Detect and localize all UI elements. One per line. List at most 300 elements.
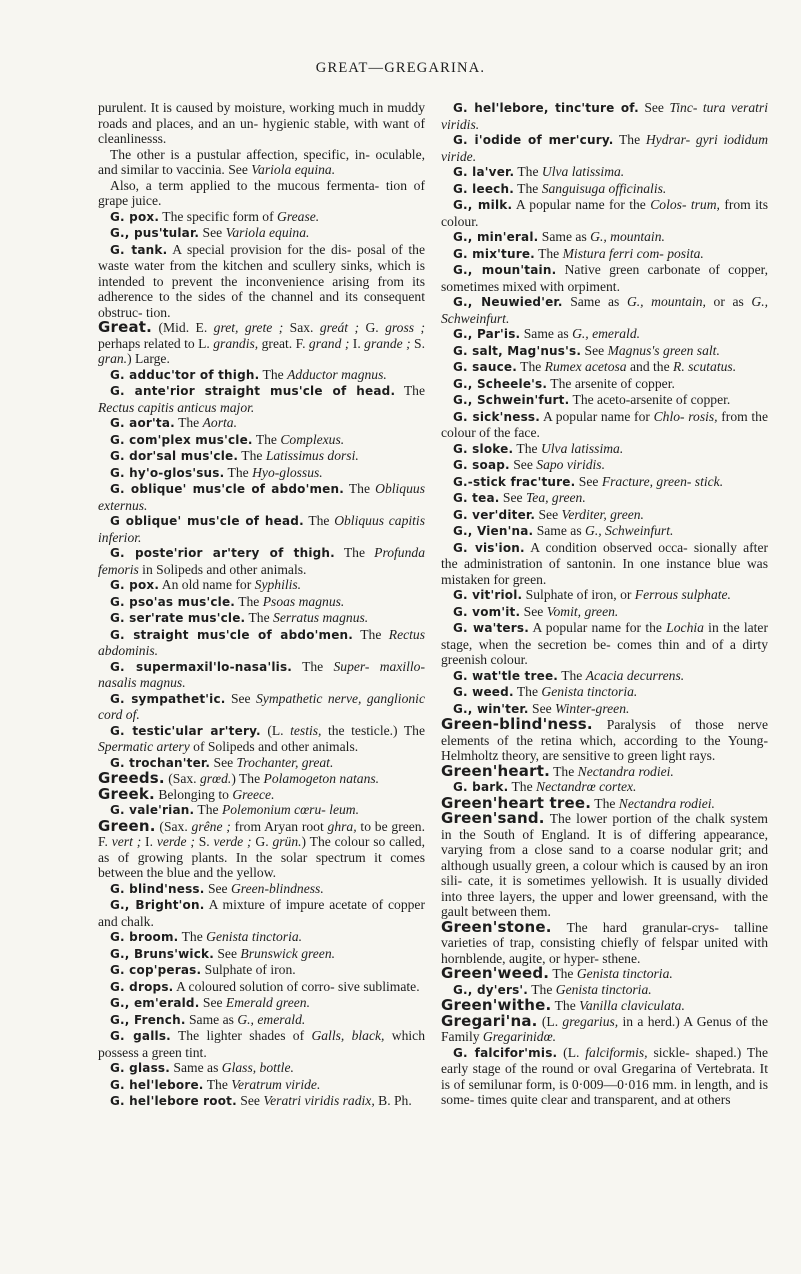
italic-text: Brunswick green. bbox=[240, 945, 336, 961]
entry-text: The bbox=[513, 440, 541, 456]
dictionary-entry bbox=[98, 448, 425, 465]
entry-text: ) The bbox=[231, 771, 264, 786]
entry-text: Same as bbox=[562, 294, 627, 309]
italic-text: Trochanter, great. bbox=[236, 754, 334, 770]
sub-headword: G. vis'ion. bbox=[453, 540, 525, 555]
entry-text: Same as bbox=[170, 1060, 222, 1075]
entry-text: The bbox=[259, 366, 288, 382]
dictionary-entry bbox=[98, 610, 425, 627]
entry-text: or as bbox=[705, 294, 752, 309]
sub-headword: G. pox. bbox=[110, 209, 160, 224]
dictionary-entry bbox=[98, 594, 425, 611]
entry-text: in Solipeds and other animals. bbox=[138, 561, 307, 577]
entry-text: The bbox=[528, 981, 556, 997]
entry-text: The lower portion of the chalk system in the South of England. It is of differing appearance, varying from a close sand to a coarse nodular grit; and although usually green, a colour which is caused by an iron sili- cate, it is sometimes yellowish. It is usually divided into three layers, the upper and lower greensand, with the gault between them. bbox=[441, 811, 768, 919]
italic-text: grand ; bbox=[308, 335, 350, 351]
entry-text: See bbox=[575, 473, 602, 489]
dictionary-entry bbox=[441, 717, 768, 764]
entry-text: (L. bbox=[537, 1013, 563, 1029]
sub-headword: G. vale'rian. bbox=[110, 803, 195, 817]
italic-text: Aorta. bbox=[202, 415, 237, 430]
entry-text: The bbox=[534, 245, 563, 261]
entry-text: (Sax. bbox=[164, 771, 200, 786]
italic-text: verde ; bbox=[213, 834, 252, 849]
italic-text: gregarius, bbox=[562, 1013, 619, 1029]
entry-text: purulent. It is caused by moisture, working much in muddy roads and places, and an un- hygienic stable, with want of cleanlinesss. bbox=[98, 100, 425, 146]
sub-headword: G. hel'lebore, tinc'ture of. bbox=[453, 101, 639, 115]
headword: Green. bbox=[98, 816, 156, 835]
entry-text: See bbox=[638, 100, 670, 115]
headword: Green'weed. bbox=[441, 964, 550, 982]
entry-text: Belonging to bbox=[154, 786, 233, 802]
dictionary-entry bbox=[98, 816, 426, 881]
italic-text: Sanguisuga officinalis. bbox=[541, 180, 667, 196]
entry-text: The bbox=[558, 667, 586, 683]
entry-text: Native green carbonate of copper, sometimes mixed with orpiment. bbox=[441, 262, 768, 294]
dictionary-entry bbox=[441, 343, 768, 360]
dictionary-entry bbox=[98, 367, 425, 384]
entry-text: ) The colour so called, as of growing plants. In the solar spectrum it comes between the blue and the yellow. bbox=[98, 834, 425, 880]
italic-text: G., Schweinfurt. bbox=[585, 523, 674, 538]
italic-text: gret, grete ; bbox=[213, 320, 284, 335]
italic-text: grêne ; bbox=[191, 818, 231, 834]
headword: Green'heart. bbox=[441, 761, 550, 780]
entry-text: The hard granular-crys- talline varieties of trap, consisting chiefly of felspar united with hornblende, augite, or hyper- sthene. bbox=[441, 919, 768, 966]
sub-headword: G. pso'as mus'cle. bbox=[110, 594, 236, 609]
dictionary-entry bbox=[441, 474, 768, 491]
entry-text: See bbox=[236, 1093, 264, 1108]
dictionary-entry bbox=[441, 540, 768, 588]
dictionary-entry bbox=[98, 962, 425, 979]
entry-text: B. Ph. bbox=[374, 1093, 412, 1108]
sub-headword: G., Bruns'wick. bbox=[110, 946, 214, 961]
entry-text: See bbox=[499, 490, 526, 505]
entry-text: perhaps related to L. bbox=[98, 335, 214, 351]
dictionary-entry bbox=[98, 979, 425, 996]
italic-text: Lochia bbox=[666, 620, 704, 635]
entry-text: A special provision for the dis- posal of the waste water from the kitchen and scullery sinks, which is intended to prevent the inconvenience arising from its adherence to the sides of the channel and its consequent obstruc- tion. bbox=[98, 241, 425, 320]
headword: Greek. bbox=[98, 784, 155, 803]
entry-text: A condition observed occa- sionally after the administration of santonin. In one instance blue was mistaken for green. bbox=[441, 539, 769, 587]
italic-text: Vanilla claviculata. bbox=[579, 998, 685, 1013]
entry-text: (Sax. bbox=[155, 818, 192, 834]
dictionary-entry bbox=[98, 481, 425, 513]
entry-text: The bbox=[613, 132, 646, 147]
italic-text: Variola equina. bbox=[251, 162, 336, 177]
sub-headword: G. galls. bbox=[110, 1029, 171, 1043]
sub-headword: G oblique' mus'cle of head. bbox=[110, 514, 304, 528]
sub-headword: G. mix'ture. bbox=[453, 246, 535, 261]
dictionary-entry bbox=[98, 432, 425, 449]
entry-text: The bbox=[334, 545, 375, 560]
sub-headword: G., win'ter. bbox=[453, 701, 529, 716]
headword: Green'stone. bbox=[441, 917, 552, 936]
italic-text: Complexus. bbox=[280, 431, 345, 447]
sub-headword: G. oblique' mus'cle of abdo'men. bbox=[110, 482, 345, 496]
italic-text: Magnus's green salt. bbox=[607, 342, 720, 358]
entry-text: Sulphate of iron. bbox=[201, 962, 296, 977]
italic-text: Latissimus dorsi. bbox=[265, 448, 359, 463]
sub-headword: G. soap. bbox=[453, 458, 510, 472]
dictionary-entry bbox=[98, 577, 425, 594]
sub-headword: G. vit'riol. bbox=[453, 588, 523, 602]
entry-text: S. bbox=[410, 335, 425, 351]
dictionary-entry bbox=[441, 620, 768, 668]
sub-headword: G. salt, Mag'nus's. bbox=[453, 343, 582, 358]
entry-text: from the colour of the face. bbox=[441, 408, 768, 440]
sub-headword: G. leech. bbox=[453, 181, 514, 196]
headword: Green'sand. bbox=[441, 809, 545, 827]
sub-headword: G. la'ver. bbox=[453, 165, 515, 179]
dictionary-entry bbox=[98, 1077, 425, 1094]
italic-text: Psoas magnus. bbox=[262, 593, 345, 609]
sub-headword: G., pus'tular. bbox=[110, 226, 200, 240]
dictionary-entry bbox=[98, 897, 425, 929]
italic-text: Sapo viridis. bbox=[536, 457, 605, 472]
italic-text: Sympathetic nerve, ganglionic cord of. bbox=[98, 690, 425, 722]
italic-text: G., emerald. bbox=[572, 326, 641, 341]
dictionary-entry bbox=[441, 587, 768, 604]
italic-text: greát ; bbox=[319, 320, 360, 335]
entry-text: to be green. F. bbox=[98, 818, 426, 849]
entry-text: The bbox=[194, 802, 222, 817]
entry-text: The bbox=[178, 929, 207, 944]
sub-headword: G. ser'rate mus'cle. bbox=[110, 611, 246, 625]
entry-text: ) Large. bbox=[127, 351, 170, 366]
entry-text: of Solipeds and other animals. bbox=[189, 739, 359, 754]
dictionary-entry bbox=[98, 465, 425, 482]
italic-text: Rumex acetosa bbox=[544, 359, 627, 374]
entry-text: The bbox=[549, 763, 578, 779]
entry-text: A mixture of impure acetate of copper and chalk. bbox=[98, 897, 425, 929]
dictionary-entry bbox=[441, 197, 768, 229]
entry-text: See bbox=[225, 690, 256, 706]
italic-text: Rectus capitis anticus major. bbox=[98, 399, 255, 415]
entry-text: G. bbox=[359, 320, 386, 335]
entry-text: Same as bbox=[185, 1011, 238, 1027]
entry-text: S. bbox=[194, 834, 214, 849]
dictionary-entry bbox=[441, 262, 768, 294]
sub-headword: G. ver'diter. bbox=[453, 507, 536, 522]
dictionary-entry bbox=[98, 881, 425, 898]
headword: Gregari'na. bbox=[441, 1011, 538, 1030]
entry-text: A popular name for the bbox=[528, 620, 667, 635]
dictionary-entry bbox=[98, 929, 425, 946]
entry-text: The bbox=[245, 610, 274, 625]
sub-headword: G., milk. bbox=[453, 198, 513, 212]
dictionary-entry bbox=[98, 1060, 425, 1077]
italic-text: Ulva latissima. bbox=[541, 164, 625, 179]
sub-headword: G., Neuwied'er. bbox=[453, 295, 563, 309]
italic-text: Greece. bbox=[232, 786, 275, 802]
italic-text: Variola equina. bbox=[225, 225, 310, 240]
entry-text: G. bbox=[251, 834, 273, 849]
entry-text: in the later stage, when the secretion be- comes thin and of a dirty greenish colour. bbox=[441, 620, 768, 667]
entry-text: (Mid. E. bbox=[152, 320, 214, 335]
entry-text: The lighter shades of bbox=[170, 1028, 312, 1043]
italic-text: testis, bbox=[290, 722, 322, 738]
entry-text: The bbox=[514, 180, 542, 196]
running-head: GREAT—GREGARINA. bbox=[315, 60, 486, 76]
dictionary-entry bbox=[441, 1011, 768, 1045]
italic-text: Grease. bbox=[277, 208, 320, 224]
italic-text: Obliquus capitis inferior. bbox=[98, 513, 425, 545]
italic-text: grandis, bbox=[213, 335, 259, 351]
dictionary-entry bbox=[441, 359, 768, 376]
italic-text: Green-blindness. bbox=[230, 880, 324, 896]
sub-headword: G., Schwein'furt. bbox=[453, 393, 570, 407]
italic-text: Gregarinidœ. bbox=[482, 1029, 557, 1044]
sub-headword: G.-stick frac'ture. bbox=[453, 474, 576, 489]
dictionary-entry bbox=[441, 917, 768, 967]
dictionary-entry bbox=[441, 1045, 768, 1108]
sub-headword: G. ante'rior straight mus'cle of head. bbox=[110, 384, 396, 398]
italic-text: Chlo- rosis, bbox=[653, 408, 718, 424]
entry-text: The bbox=[224, 464, 253, 480]
entry-text: great. F. bbox=[258, 335, 309, 351]
italic-text: Ferrous sulphate. bbox=[634, 587, 731, 602]
sub-headword: G., dy'ers'. bbox=[453, 982, 529, 997]
sub-headword: G. aor'ta. bbox=[110, 416, 175, 430]
entry-text: The bbox=[508, 779, 537, 794]
sub-headword: G. poste'rior ar'tery of thigh. bbox=[110, 546, 335, 560]
sub-headword: G. hel'lebore root. bbox=[110, 1094, 237, 1108]
dictionary-entry bbox=[98, 691, 425, 723]
entry-text: See bbox=[581, 342, 608, 358]
sub-headword: G. bark. bbox=[453, 780, 509, 794]
dictionary-entry bbox=[441, 668, 768, 685]
dictionary-entry bbox=[441, 507, 768, 524]
entry-text: Same as bbox=[520, 326, 573, 341]
italic-text: ghra, bbox=[327, 818, 357, 834]
dictionary-entry bbox=[98, 242, 425, 321]
italic-text: Mistura ferri com- posita. bbox=[562, 245, 704, 261]
dictionary-entry bbox=[441, 164, 768, 181]
italic-text: Genista tinctoria. bbox=[555, 981, 652, 997]
entry-text: Same as bbox=[533, 523, 586, 538]
sub-headword: G. tea. bbox=[453, 491, 500, 505]
entry-text: See bbox=[204, 880, 231, 896]
entry-text: sickle- shaped.) The early stage of the round or oval Gregarina of Vertebrata. It is of semilunar form, is 0·009—0·016 mm. in length, and is some- times quite clear and transparent, and at others bbox=[441, 1044, 768, 1107]
dictionary-entry bbox=[441, 684, 768, 701]
entry-text: from Aryan root bbox=[230, 818, 328, 834]
entry-text: A popular name for the bbox=[512, 197, 651, 212]
italic-text: Acacia decurrens. bbox=[585, 667, 685, 683]
italic-text: Genista tinctoria. bbox=[576, 966, 673, 981]
sub-headword: G. trochan'ter. bbox=[110, 755, 211, 770]
sub-headword: G. dor'sal mus'cle. bbox=[110, 449, 239, 463]
entry-text: See bbox=[199, 225, 226, 240]
dictionary-entry bbox=[441, 966, 768, 982]
dictionary-entry bbox=[441, 100, 768, 132]
entry-text: in a herd.) A Genus of the Family bbox=[441, 1013, 768, 1044]
entry-text: The bbox=[514, 164, 542, 179]
entry-text: The aceto-arsenite of copper. bbox=[569, 392, 731, 407]
dictionary-entry bbox=[98, 995, 425, 1012]
dictionary-entry bbox=[441, 811, 768, 920]
sub-headword: G. sloke. bbox=[453, 441, 514, 456]
entry-text: Sulphate of iron, or bbox=[522, 587, 635, 602]
entry-text: The arsenite of copper. bbox=[547, 375, 675, 391]
italic-text: Vomit, green. bbox=[546, 603, 619, 619]
dictionary-entry bbox=[441, 457, 768, 474]
entry-text: I. bbox=[141, 834, 157, 849]
dictionary-entry bbox=[98, 784, 425, 803]
italic-text: grœd. bbox=[199, 771, 232, 786]
italic-text: Tinc- tura veratri viridis. bbox=[441, 100, 768, 132]
headword: Green'withe. bbox=[441, 996, 552, 1014]
italic-text: G., mountain, bbox=[626, 294, 706, 309]
dictionary-entry bbox=[98, 946, 425, 963]
dictionary-entry bbox=[441, 523, 768, 540]
entry-text: See bbox=[210, 754, 237, 770]
headword: Green'heart tree. bbox=[441, 793, 592, 812]
dictionary-entry bbox=[441, 229, 768, 246]
italic-text: Ulva latissima. bbox=[540, 440, 624, 456]
dictionary-entry bbox=[441, 326, 768, 343]
italic-text: Adductor magnus. bbox=[287, 366, 387, 382]
headword: Great. bbox=[98, 318, 153, 336]
sub-headword: G., Par'is. bbox=[453, 327, 521, 341]
dictionary-entry bbox=[441, 246, 768, 263]
sub-headword: G. falcifor'mis. bbox=[453, 1045, 558, 1060]
sub-headword: G. blind'ness. bbox=[110, 881, 205, 896]
sub-headword: G. testic'ular ar'tery. bbox=[110, 723, 261, 738]
entry-text: Sax. bbox=[283, 320, 320, 335]
sub-headword: G. supermaxil'lo-nasa'lis. bbox=[110, 659, 293, 674]
sub-headword: G. cop'peras. bbox=[110, 963, 202, 977]
italic-text: Serratus magnus. bbox=[273, 610, 369, 625]
dictionary-entry bbox=[441, 392, 768, 409]
dictionary-entry bbox=[441, 181, 768, 198]
sub-headword: G., French. bbox=[110, 1012, 186, 1027]
italic-text: gross ; bbox=[385, 320, 425, 335]
italic-text: vert ; bbox=[111, 834, 142, 849]
italic-text: Nectandra rodiei. bbox=[577, 763, 674, 779]
italic-text: G., emerald. bbox=[237, 1011, 306, 1027]
headword: Green-blind'ness. bbox=[441, 715, 593, 733]
italic-text: Profunda femoris bbox=[98, 545, 425, 577]
italic-text: Veratrum viride. bbox=[231, 1076, 321, 1092]
dictionary-entry bbox=[98, 209, 425, 226]
sub-headword: G., moun'tain. bbox=[453, 263, 557, 277]
dictionary-entry bbox=[98, 178, 425, 209]
sub-headword: G. weed. bbox=[453, 685, 514, 699]
dictionary-entry bbox=[98, 225, 425, 242]
sub-headword: G. glass. bbox=[110, 1061, 171, 1075]
dictionary-entry bbox=[98, 383, 425, 415]
sub-headword: G., Bright'on. bbox=[110, 898, 205, 912]
sub-headword: G. i'odide of mer'cury. bbox=[453, 133, 614, 147]
sub-headword: G., em'erald. bbox=[110, 996, 200, 1010]
dictionary-entry bbox=[98, 100, 425, 147]
sub-headword: G. hel'lebore. bbox=[110, 1077, 204, 1092]
entry-text: The bbox=[353, 626, 389, 642]
entry-text: The bbox=[238, 448, 266, 463]
entry-text: The bbox=[395, 383, 425, 398]
entry-text: and the bbox=[626, 359, 674, 374]
dictionary-entry bbox=[441, 132, 768, 164]
dictionary-entry bbox=[441, 490, 768, 507]
sub-headword: G. drops. bbox=[110, 979, 174, 994]
entry-text: The bbox=[551, 998, 580, 1013]
entry-text: See bbox=[535, 506, 562, 522]
dictionary-entry bbox=[441, 376, 768, 393]
sub-headword: G. sympathet'ic. bbox=[110, 691, 226, 706]
italic-text: Syphilis. bbox=[254, 577, 302, 592]
entry-text: Paralysis of those nerve elements of the retina which, according to the Young-Helmholtz theory, are sensitive to green light rays. bbox=[441, 717, 768, 763]
entry-text: The bbox=[344, 481, 376, 496]
sub-headword: G., Scheele's. bbox=[453, 376, 548, 391]
italic-text: Glass, bottle. bbox=[221, 1060, 294, 1075]
dictionary-entry bbox=[441, 441, 768, 458]
italic-text: grande ; bbox=[364, 335, 411, 351]
dictionary-entry bbox=[98, 627, 425, 659]
italic-text: Hyo-glossus. bbox=[252, 464, 323, 480]
italic-text: Tea, green. bbox=[525, 490, 586, 505]
italic-text: Nectandrœ cortex. bbox=[536, 779, 637, 794]
italic-text: G., mountain. bbox=[590, 229, 665, 244]
italic-text: Veratri viridis radix, bbox=[263, 1093, 375, 1108]
entry-text: The bbox=[591, 795, 619, 811]
sub-headword: G. wat'tle tree. bbox=[453, 668, 559, 683]
entry-text: The bbox=[292, 658, 334, 674]
entry-text: Same as bbox=[538, 229, 591, 244]
italic-text: verde ; bbox=[156, 834, 195, 849]
dictionary-entry bbox=[98, 320, 425, 367]
italic-text: Spermatic artery bbox=[98, 739, 190, 754]
entry-text: A popular name for bbox=[540, 408, 654, 424]
italic-text: R. scutatus. bbox=[673, 359, 737, 374]
entry-text: The other is a pustular affection, specific, in- oculable, and similar to vaccinia. See bbox=[98, 146, 425, 177]
italic-text: G., Schweinfurt. bbox=[441, 294, 769, 326]
italic-text: Super- maxillo-nasalis magnus. bbox=[98, 658, 426, 690]
entry-text: I. bbox=[349, 335, 365, 351]
sub-headword: G. com'plex mus'cle. bbox=[110, 432, 253, 447]
italic-text: Nectandra rodiei. bbox=[618, 795, 715, 811]
dictionary-entry bbox=[98, 147, 425, 178]
italic-text: Rectus abdominis. bbox=[98, 626, 426, 658]
italic-text: Verditer, green. bbox=[561, 506, 644, 522]
entry-text: See bbox=[213, 945, 241, 961]
entry-text: See bbox=[199, 995, 226, 1010]
dictionary-entry bbox=[98, 659, 425, 691]
italic-text: Hydrar- gyri iodidum viride. bbox=[441, 132, 769, 164]
italic-text: Obliquus externus. bbox=[98, 481, 425, 513]
entry-text: See bbox=[509, 457, 537, 472]
dictionary-entry bbox=[441, 409, 768, 441]
sub-headword: G. sauce. bbox=[453, 360, 517, 374]
entry-text: The bbox=[174, 415, 203, 430]
dictionary-entry bbox=[98, 513, 425, 545]
italic-text: Genista tinctoria. bbox=[206, 929, 303, 944]
sub-headword: G., min'eral. bbox=[453, 230, 539, 244]
dictionary-entry bbox=[98, 723, 425, 755]
dictionary-entry bbox=[98, 1028, 425, 1060]
italic-text: Polemonium cœru- leum. bbox=[221, 802, 359, 817]
entry-text: See bbox=[520, 603, 547, 619]
italic-text: Polamogeton natans. bbox=[263, 771, 380, 786]
headword: Greeds. bbox=[98, 769, 165, 787]
sub-headword: G. hy'o-glos'sus. bbox=[110, 465, 225, 480]
entry-text: The bbox=[235, 593, 263, 609]
entry-text: (L. bbox=[557, 1044, 586, 1060]
entry-text: The specific form of bbox=[159, 208, 278, 224]
entry-text: Also, a term applied to the mucous fermenta- tion of grape juice. bbox=[98, 177, 425, 208]
italic-text: falciformis, bbox=[585, 1044, 648, 1060]
sub-headword: G., Vien'na. bbox=[453, 524, 534, 538]
right-column bbox=[441, 100, 768, 1108]
